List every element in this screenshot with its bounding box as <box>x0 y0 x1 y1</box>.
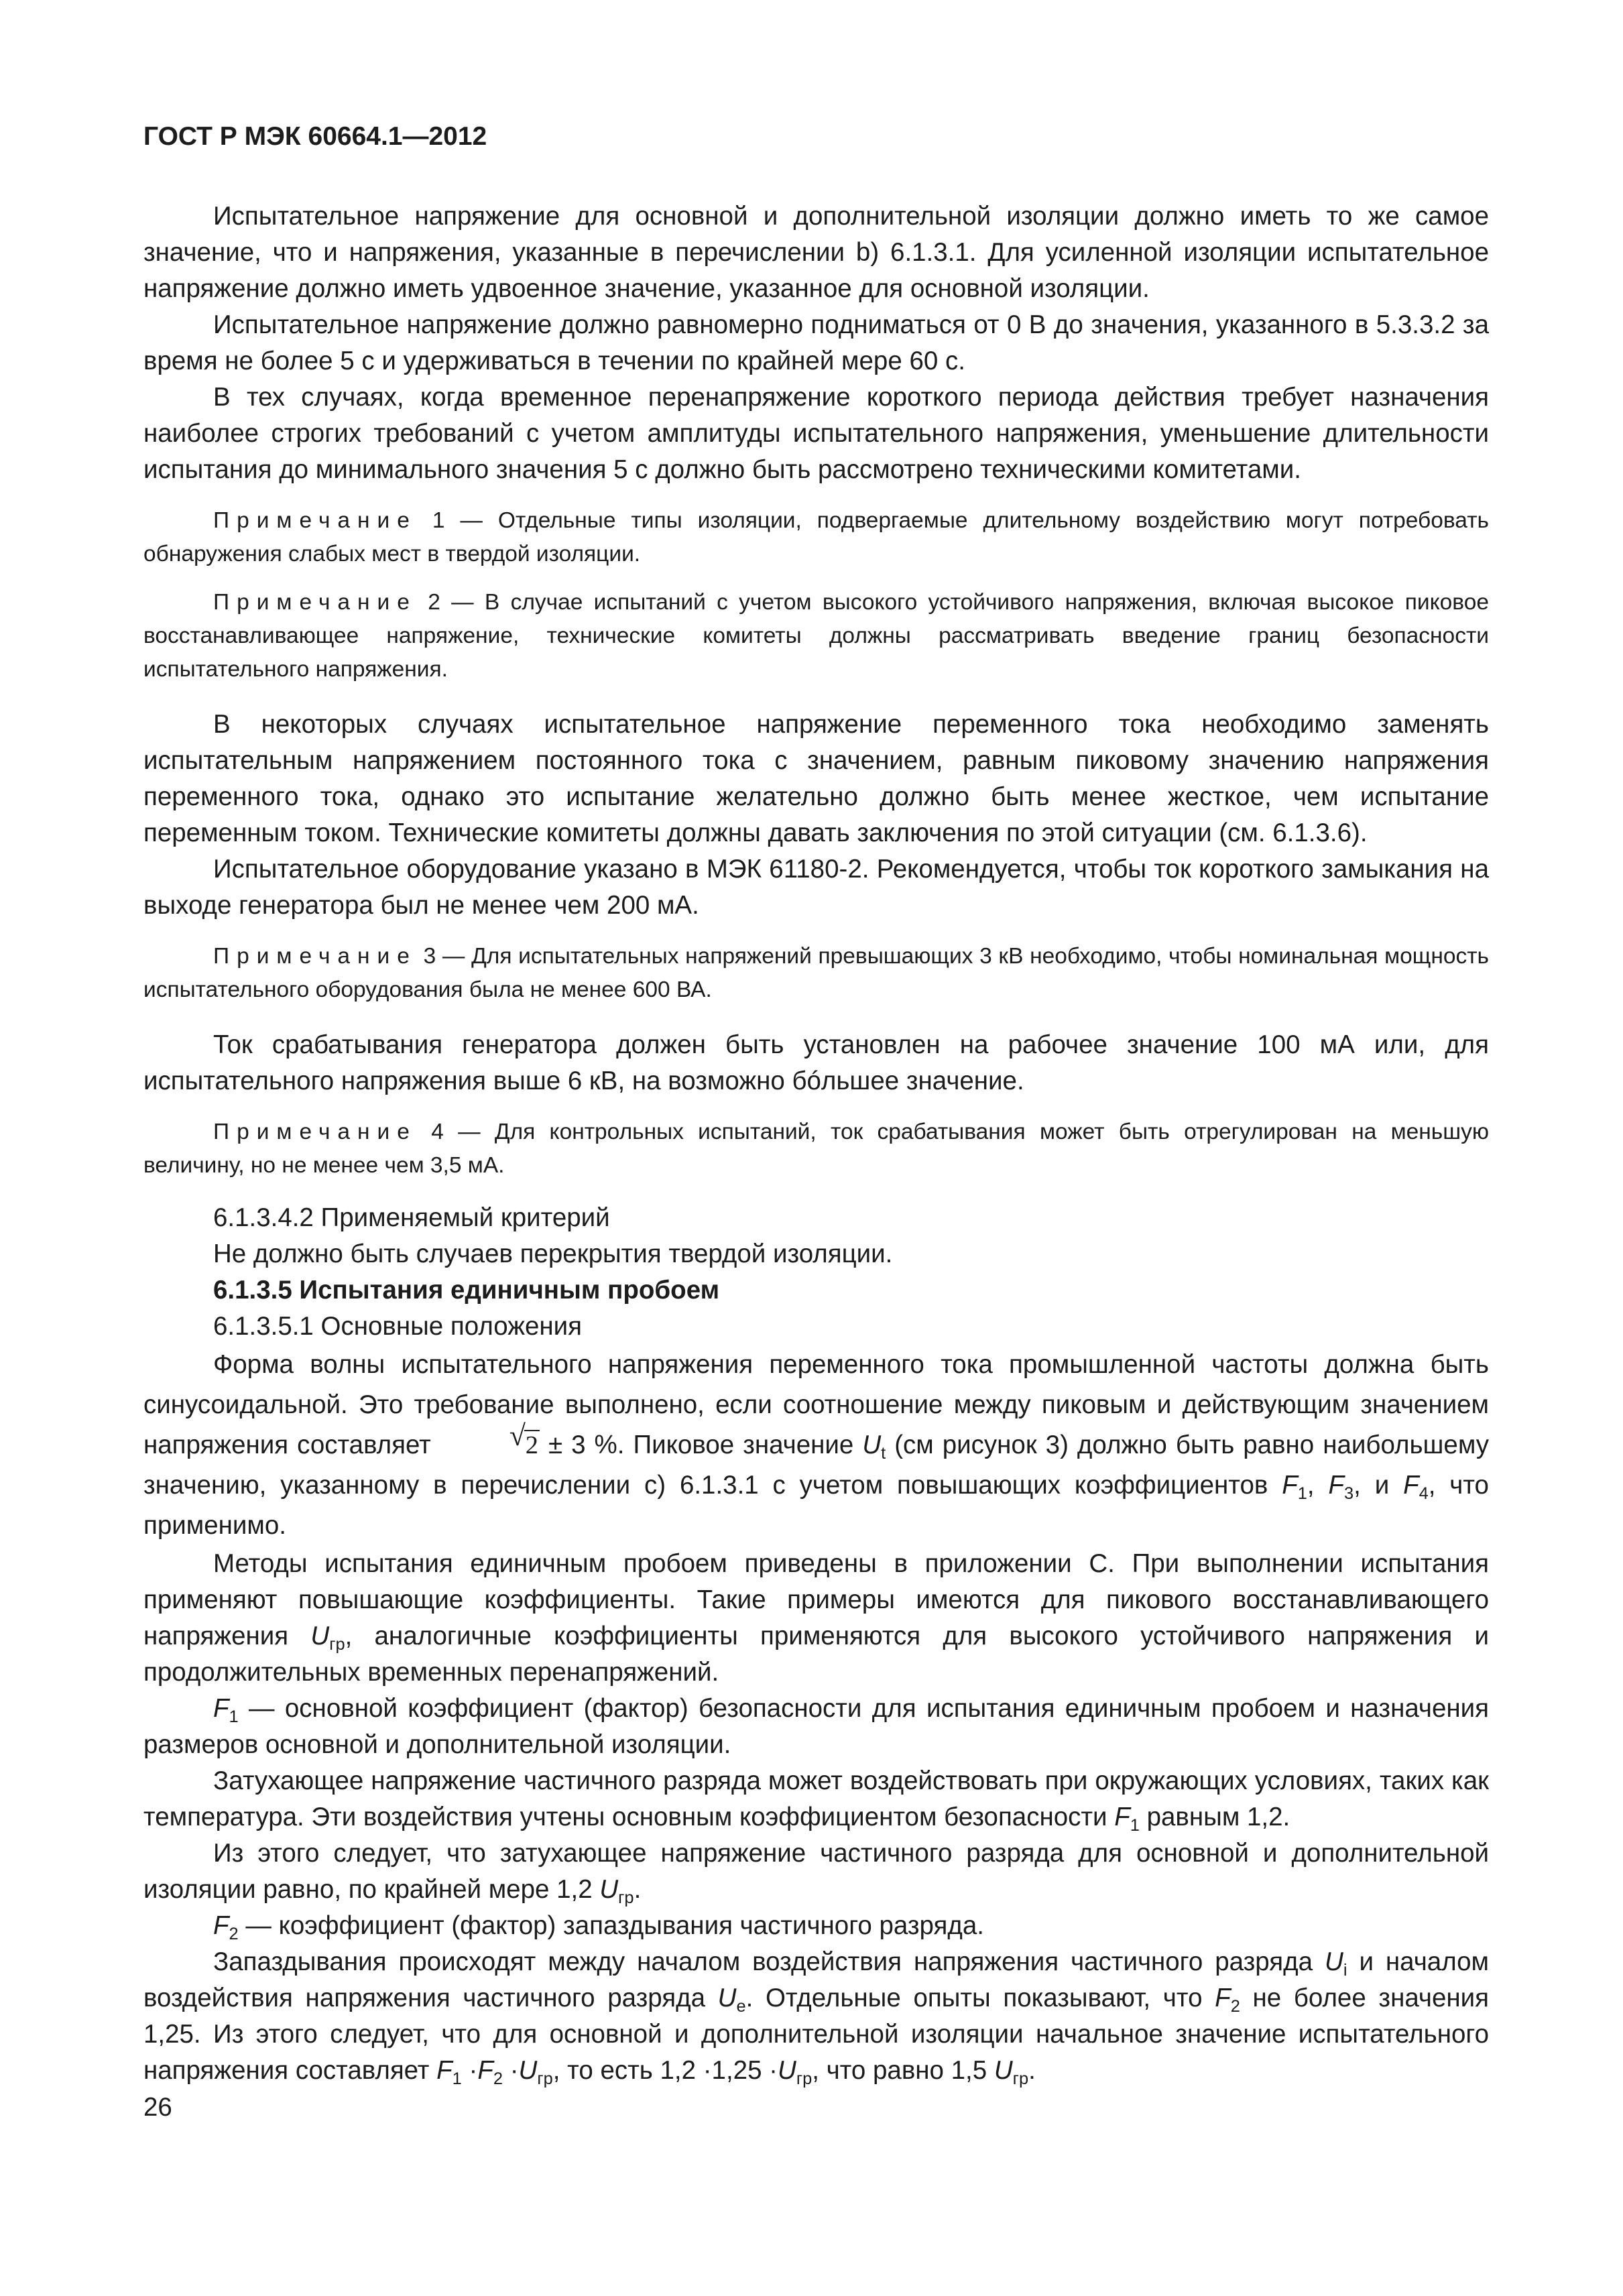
text-run: , что равно 1,5 <box>812 2056 994 2085</box>
text-run: ± 3 %. Пиковое значение <box>540 1431 863 1459</box>
subscript: 1 <box>229 1707 239 1727</box>
text-run: Запаздывания происходят между началом воздействия напряжения частичного разряда <box>213 1947 1325 1976</box>
note-text: 1 — Отдельные типы изоляции, подвергаемые длительному воздействию могут потребовать обнаружения слабых мест в твердой изоляции. <box>143 508 1489 566</box>
paragraph: Ток срабатывания генератора должен быть установлен на рабочее значение 100 мА или, для испытательного напряжения выше 6 кВ, на возможно бóльшее значение. <box>143 1030 1489 1095</box>
sqrt-value: 2 <box>525 1431 538 1459</box>
note-label: Примечание <box>213 1120 417 1144</box>
symbol-f: F <box>1328 1471 1344 1500</box>
text-run: (см рисунок 3) должно быть равно наибольшему значению, указанному в перечислении с) 6.1.3.1 с учетом повышающих коэффициентов <box>143 1431 1489 1500</box>
page-number: 26 <box>143 2093 172 2122</box>
subscript: i <box>1343 1961 1347 1980</box>
paragraph <box>143 1546 1489 1691</box>
symbol-u: U <box>310 1622 330 1650</box>
paragraph <box>143 1345 1489 1546</box>
paragraph: В тех случаях, когда временное перенапряжение короткого периода действия требует назначения наиболее строгих требований с учетом амплитуды испытательного напряжения, уменьшение длительности испытания до минимального значения 5 с должно быть рассмотрено техническими комитетами. <box>143 383 1489 484</box>
subscript: 4 <box>1419 1484 1429 1504</box>
paragraph <box>143 1835 1489 1908</box>
symbol-f: F <box>213 1911 229 1940</box>
subscript: гр <box>329 1635 345 1654</box>
symbol-f: F <box>1403 1471 1419 1500</box>
text-run: — коэффициент (фактор) запаздывания частичного разряда. <box>238 1911 984 1940</box>
symbol-u: U <box>862 1431 882 1459</box>
note-label: Примечание <box>213 944 417 969</box>
text-run: , что применимо. <box>143 1471 1489 1540</box>
text-run: . <box>634 1875 642 1904</box>
subsection-heading: 6.1.3.4.2 Применяемый критерий <box>213 1203 610 1232</box>
symbol-u: U <box>778 2056 796 2085</box>
note-text: 3 — Для испытательных напряжений превышающих 3 кВ необходимо, чтобы номинальная мощность испытательного оборудования была не менее 600 ВА. <box>143 944 1489 1002</box>
text-run: — основной коэффициент (фактор) безопасности для испытания единичным пробоем и назначения размеров основной и дополнительной изоляции. <box>143 1694 1489 1759</box>
subscript: e <box>736 1997 746 2016</box>
symbol-u: U <box>518 2056 538 2085</box>
symbol-u: U <box>1325 1947 1343 1976</box>
note <box>143 1115 1489 1183</box>
standard-header: ГОСТ Р МЭК 60664.1—2012 <box>143 122 487 151</box>
subscript: 2 <box>493 2069 503 2089</box>
text-run: , то есть 1,2 ·1,25 · <box>552 2056 778 2085</box>
symbol-u: U <box>599 1875 619 1904</box>
text-run: Форма волны испытательного напряжения переменного тока промышленной частоты должна быть синусоидальной. Это требование выполнено, если соотношение между пиковым и действующим значением напряжения составляет <box>143 1350 1489 1459</box>
text-run: равным 1,2. <box>1139 1803 1290 1831</box>
page-body <box>143 198 1489 2089</box>
subscript: 1 <box>452 2069 462 2089</box>
sqrt-symbol: √ 2 <box>509 1419 538 1459</box>
subscript: 2 <box>1230 1997 1240 2016</box>
subscript: гр <box>796 2069 813 2089</box>
symbol-f: F <box>213 1694 229 1723</box>
note-text: 2 — В случае испытаний с учетом высокого устойчивого напряжения, включая высокое пиковое восстанавливающее напряжение, технические комитеты должны рассматривать введение границ безопасности испытательного напряжения. <box>143 590 1489 682</box>
subscript: гр <box>1012 2069 1029 2089</box>
text-run: Методы испытания единичным пробоем приведены в приложении С. При выполнении испытания применяют повышающие коэффициенты. Такие примеры имеются для пикового восстанавливающего напряжения <box>143 1549 1489 1650</box>
symbol-u: U <box>994 2056 1013 2085</box>
paragraph: В некоторых случаях испытательное напряжение переменного тока необходимо заменять испытательным напряжением постоянного тока с значением, равным пиковому значению напряжения переменного тока, однако это испытание желательно должно быть менее жесткое, чем испытание переменным током. Технические комитеты должны давать заключения по этой ситуации (см. 6.1.3.6). <box>143 710 1489 847</box>
text-run: Затухающее напряжение частичного разряда может воздействовать при окружающих условиях, таких как температура. Эти воздействия учтены основным коэффициентом безопасности <box>143 1766 1489 1831</box>
text-run: · <box>461 2056 478 2085</box>
note-text: 4 — Для контрольных испытаний, ток срабатывания может быть отрегулирован на меньшую величину, но не менее чем 3,5 мА. <box>143 1120 1489 1178</box>
paragraph <box>143 1691 1489 1763</box>
paragraph: Испытательное напряжение должно равномерно подниматься от 0 В до значения, указанного в 5.3.3.2 за время не более 5 с и удерживаться в течении по крайней мере 60 с. <box>143 310 1489 375</box>
paragraph: Не должно быть случаев перекрытия твердой изоляции. <box>213 1240 893 1268</box>
text-run: Из этого следует, что затухающее напряжение частичного разряда для основной и дополнительной изоляции равно, по крайней мере 1,2 <box>143 1839 1489 1904</box>
subscript: 3 <box>1344 1484 1354 1504</box>
symbol-f: F <box>1282 1471 1298 1500</box>
note <box>143 586 1489 686</box>
subscript: 1 <box>1297 1484 1307 1504</box>
text-run: и началом воздействия напряжения частичного разряда <box>143 1947 1489 2012</box>
text-run: · <box>503 2056 519 2085</box>
paragraph <box>143 1944 1489 2089</box>
note-label: Примечание <box>213 508 417 533</box>
paragraph: Испытательное напряжение для основной и дополнительной изоляции должно иметь то же самое значение, что и напряжения, указанные в перечислении b) 6.1.3.1. Для усиленной изоляции испытательное напряжение должно иметь удвоенное значение, указанное для основной изоляции. <box>143 202 1489 303</box>
subscript: t <box>881 1444 886 1463</box>
text-run: , <box>1307 1471 1329 1500</box>
note <box>143 504 1489 571</box>
paragraph <box>143 1908 1489 1944</box>
symbol-f: F <box>1215 1984 1231 2012</box>
subscript: гр <box>537 2069 553 2089</box>
text-run: не более значения 1,25. Из этого следует, что для основной и дополнительной изоляции начальное значение испытательного напряжения составляет <box>143 1984 1489 2085</box>
section-heading: 6.1.3.5 Испытания единичным пробоем <box>213 1276 720 1305</box>
subsection-heading: 6.1.3.5.1 Основные положения <box>213 1312 582 1341</box>
symbol-f: F <box>477 2056 493 2085</box>
text-run: , аналогичные коэффициенты применяются для высокого устойчивого напряжения и продолжительных временных перенапряжений. <box>143 1622 1490 1687</box>
subscript: гр <box>618 1888 634 1908</box>
note-label: Примечание <box>213 590 417 615</box>
paragraph <box>143 1763 1489 1835</box>
text-run: , и <box>1354 1471 1404 1500</box>
subscript: 1 <box>1130 1816 1140 1835</box>
symbol-f: F <box>436 2056 453 2085</box>
symbol-f: F <box>1114 1803 1130 1831</box>
text-run: . <box>1028 2056 1036 2085</box>
note <box>143 940 1489 1007</box>
subscript: 2 <box>229 1925 239 1944</box>
text-run: . Отдельные опыты показывают, что <box>745 1984 1215 2012</box>
symbol-u: U <box>717 1984 737 2012</box>
paragraph: Испытательное оборудование указано в МЭК 61180-2. Рекомендуется, чтобы ток короткого замыкания на выходе генератора был не менее чем 200 мА. <box>143 855 1489 920</box>
